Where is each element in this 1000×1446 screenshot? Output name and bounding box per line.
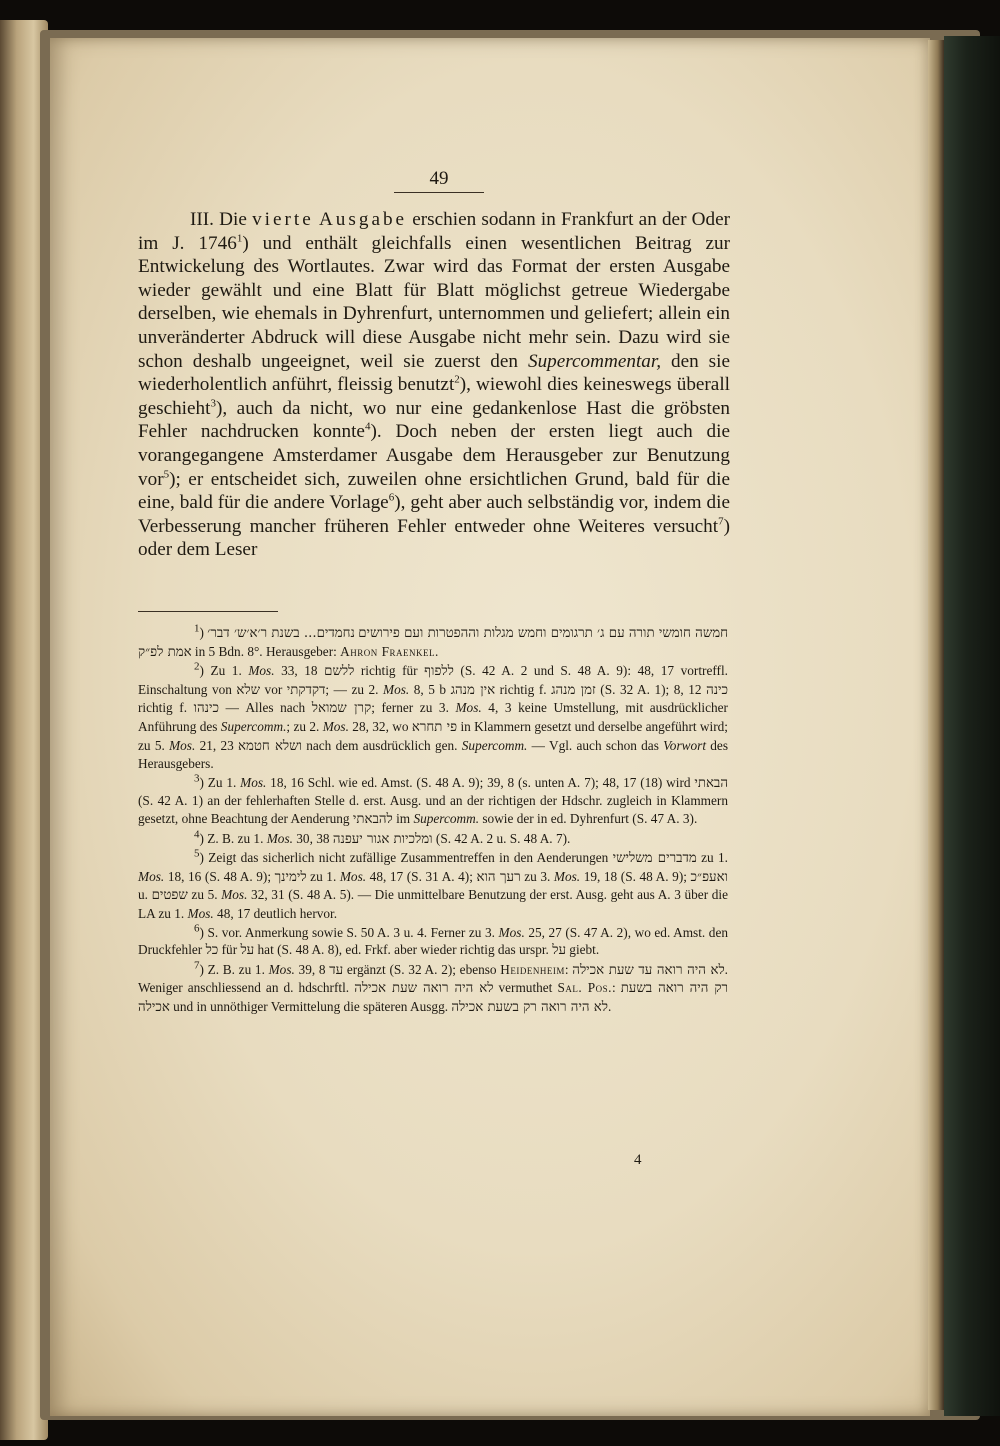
text-run: (S. 42 A. 2 u. S. 48 A. 7). bbox=[432, 830, 571, 846]
hebrew-text: רק היה רואה בשעת אכילה bbox=[138, 981, 728, 1015]
hebrew-text: ומלכיות אגור יעפנה bbox=[332, 831, 433, 847]
hebrew-text: רעך הוא bbox=[476, 869, 521, 885]
footnote-mark: 2 bbox=[194, 660, 200, 673]
text-run: nach dem ausdrücklich gen. bbox=[301, 737, 462, 753]
text-run: ) Zu 1. bbox=[199, 774, 241, 790]
italic-term: Supercomm. bbox=[220, 718, 287, 734]
footnotes bbox=[138, 624, 728, 1017]
text-run: u. bbox=[138, 887, 152, 903]
hebrew-text: שלא bbox=[236, 682, 261, 698]
page-number: 49 bbox=[429, 168, 449, 189]
text-run: im bbox=[392, 810, 414, 826]
text-run: . Weniger anschliessend an d. hdschrftl. bbox=[138, 961, 728, 996]
italic-term: Mos. bbox=[138, 868, 165, 884]
text-run: richtig für bbox=[354, 663, 425, 679]
hebrew-text: מדברים משלישי bbox=[612, 851, 697, 867]
footnote-mark: 7 bbox=[194, 959, 200, 972]
footnote-4 bbox=[138, 830, 728, 849]
hebrew-text: דקדקתי bbox=[286, 682, 326, 698]
text-run: 21, 23 bbox=[195, 737, 239, 753]
hebrew-text: הבאתי bbox=[694, 775, 728, 791]
text-run: 39, 8 bbox=[294, 961, 330, 977]
footnote-1: $^1$) חמשה חומשי תורה עם ג׳ תרגומים וחמש מגלות וההפטרות ועם פירושים נחמדים... בשנת ר׳א׳ש׳ דבר׳ אמת לפ״ק in 5 Bdn. 8°. Herausgeber: Ahron Fraenkel. bbox=[138, 622, 728, 660]
hebrew-text: נחמדים... בשנת ר׳א׳ש׳ דבר׳ אמת לפ״ק bbox=[138, 626, 355, 660]
italic-term: Mos. bbox=[553, 868, 581, 884]
hebrew-text: כל bbox=[205, 943, 219, 959]
hebrew-text: אין מנהג bbox=[450, 682, 496, 698]
text-run: ; — zu 2. bbox=[325, 681, 383, 697]
italic-term: Mos. bbox=[266, 830, 293, 846]
footnote-mark: 1 bbox=[194, 622, 200, 635]
hebrew-text: כינהו bbox=[193, 701, 219, 717]
footnote-mark: 6 bbox=[194, 922, 200, 935]
italic-term: Vorwort bbox=[663, 737, 707, 753]
main-paragraph bbox=[138, 208, 730, 562]
person-name: Heidenheim bbox=[500, 961, 565, 977]
text-run: zu 1. bbox=[306, 868, 340, 884]
header-rule bbox=[394, 192, 484, 193]
italic-term: Mos. bbox=[498, 924, 525, 940]
text-run: 4, 3 keine Umstellung, mit ausdrücklicher Anführung des bbox=[138, 700, 728, 734]
section-number: III. bbox=[190, 209, 214, 230]
text-run: 19, 18 (S. 48 A. 9); bbox=[580, 868, 691, 884]
signature-mark: 4 bbox=[634, 1152, 642, 1168]
text-run: ) Zeigt das sicherlich nicht zufällige Zusammentreffen in den Aenderungen bbox=[199, 850, 613, 866]
text-run: 48, 17 deutlich hervor. bbox=[213, 905, 338, 921]
hebrew-text: שפטים bbox=[151, 888, 188, 904]
hebrew-text: ללפוף bbox=[424, 664, 454, 680]
text-run: ; ferner zu 3. bbox=[371, 700, 456, 716]
footnote-ref: 7 bbox=[718, 515, 724, 528]
text-run: 25, 27 (S. 47 A. 2), wo ed. Amst. den Druckfehler bbox=[138, 924, 728, 958]
text-run: 28, 32, wo bbox=[348, 718, 412, 734]
text-run: (S. 42 A. 1) an der fehlerhaften Stelle d. erst. Ausg. und an der richtigen der Hdschr. zugleich in Klammern gesetzt, ohne Beachtung der Aenderung bbox=[138, 793, 728, 826]
text-run: in Klammern gesetzt und derselbe angeführt wird; zu 5. bbox=[138, 718, 728, 753]
text-run: erschien sodann in Frankfurt an der Oder im J. 1746 bbox=[138, 209, 731, 254]
italic-term: Supercommentar, bbox=[527, 350, 662, 372]
footnote-3 bbox=[138, 774, 728, 829]
text-run: . bbox=[608, 998, 612, 1014]
text-run: ), geht aber auch selbständig vor, indem die Verbesserung mancher früheren Fehler entweder ohne Weiteres versucht bbox=[138, 492, 730, 537]
text-run: vor bbox=[260, 681, 287, 697]
hebrew-text: עד bbox=[329, 962, 344, 978]
text-run: zu 5. bbox=[187, 887, 222, 903]
footnote-ref: 5 bbox=[163, 468, 170, 481]
italic-term: Supercomm. bbox=[461, 737, 528, 753]
text-run: ) S. vor. Anmerkung sowie S. 50 A. 3 u. 4. Ferner zu 3. bbox=[199, 924, 499, 940]
hebrew-text: לא היה רואה רק בשעת אכילה bbox=[451, 999, 609, 1015]
text-run: des Herausgebers. bbox=[138, 737, 729, 772]
text-run: hat (S. 48 A. 8), ed. Frkf. aber wieder richtig das urspr. bbox=[254, 942, 553, 958]
text-run: und in unnöthiger Vermittelung die späteren Ausgg. bbox=[169, 998, 452, 1014]
text-run: richtig f. bbox=[138, 700, 194, 716]
text-run: ; zu 2. bbox=[286, 718, 323, 734]
person-name: Sal. Pos. bbox=[557, 980, 612, 996]
footnote-mark: 3 bbox=[194, 772, 200, 785]
text-run: vermuthet bbox=[493, 980, 558, 996]
person-name: Ahron Fraenkel. bbox=[340, 643, 439, 659]
emphasis-spaced: Ausgabe bbox=[318, 209, 408, 230]
hebrew-text: חמשה חומשי תורה עם ג׳ תרגומים וחמש מגלות וההפטרות ועם פירושים bbox=[358, 626, 728, 641]
footnote-rule bbox=[138, 611, 278, 612]
text-run: für bbox=[218, 942, 241, 958]
footnote-ref: 4 bbox=[364, 420, 371, 433]
italic-term: Mos. bbox=[383, 681, 410, 697]
hebrew-text: זמן מנהג bbox=[551, 682, 596, 698]
footnote-mark: 5 bbox=[194, 847, 200, 860]
text-run: ) Z. B. zu 1. bbox=[199, 961, 269, 977]
hebrew-text: לא היה רואה עד שעת אכילה bbox=[572, 962, 725, 978]
text-run: den sie wiederholentlich anführt, fleissig benutzt bbox=[138, 350, 730, 396]
italic-term: Mos. bbox=[248, 663, 275, 679]
footnote-ref: 1 bbox=[236, 232, 243, 245]
hebrew-text: קרן שמואל bbox=[311, 701, 372, 717]
footnote-2 bbox=[138, 662, 728, 773]
hebrew-text: ללשם bbox=[324, 664, 355, 680]
italic-term: Mos. bbox=[455, 700, 482, 716]
text-run: ) Z. B. zu 1. bbox=[199, 830, 267, 846]
hebrew-text: לא היה רואה שעת אכילה bbox=[354, 981, 494, 997]
text-run: (S. 42 A. 2 und S. 48 A. 9): 48, 17 vortreffl. Einschaltung von bbox=[138, 663, 729, 697]
italic-term: Mos. bbox=[187, 905, 214, 921]
text-run: ), auch da nicht, wo nur eine gedankenlose Hast die gröbsten Fehler nachdrucken konnte bbox=[138, 397, 730, 443]
text-run: ); er entscheidet sich, zuweilen ohne ersichtlichen Grund, bald für die eine, bald für die andere Vorlage bbox=[138, 468, 730, 514]
text-run: 18, 16 Schl. wie ed. Amst. (S. 48 A. 9); 39, 8 (s. unten A. 7); 48, 17 (18) wird bbox=[266, 774, 695, 790]
text-run: ergänzt (S. 32 A. 2); ebenso bbox=[343, 961, 501, 977]
text-run: : bbox=[611, 980, 621, 996]
hebrew-text: כינה bbox=[706, 682, 729, 698]
text-run: 32, 31 (S. 48 A. 5). — Die unmittelbare Benutzung der erst. Ausg. geht aus A. 3 über die LA zu 1. bbox=[138, 887, 729, 921]
text-run: ), wiewohl dies keineswegs überall geschieht bbox=[138, 374, 730, 419]
text-run: 8, 5 b bbox=[409, 681, 451, 697]
italic-term: Mos. bbox=[339, 868, 367, 884]
text-run: sowie der in ed. Dyhrenfurt (S. 47 A. 3). bbox=[479, 810, 698, 826]
text-run: ) und enthält gleichfalls einen wesentlichen Beitrag zur Entwickelung des Wortlautes. Zwar wird das Format der ersten Ausgabe wieder gewählt und eine Blatt für Blatt möglichst getreue Wiedergabe derselben, wie ehemals in Dyhrenfurt, unternommen und geliefert; allein ein unveränderter Abdruck will diese Ausgabe nicht mehr sein. Dazu wird sie schon deshalb ungeeignet, weil sie zuerst den bbox=[138, 232, 730, 372]
text-run: (S. 32 A. 1); 8, 12 bbox=[595, 681, 707, 697]
italic-term: Mos. bbox=[221, 887, 248, 903]
text-run: Die bbox=[219, 209, 247, 230]
italic-term: Mos. bbox=[240, 774, 267, 790]
footnote-ref: 6 bbox=[388, 491, 395, 504]
text-run: giebt. bbox=[565, 942, 600, 958]
hebrew-text: פי תחרא bbox=[411, 719, 458, 735]
text-run: : bbox=[564, 961, 573, 977]
text-run: 33, 18 bbox=[274, 663, 325, 679]
right-page-edge bbox=[928, 40, 944, 1410]
hebrew-text: על bbox=[552, 943, 566, 959]
hebrew-text: על bbox=[240, 943, 255, 959]
text-run: richtig f. bbox=[495, 681, 552, 697]
italic-term: Supercomm. bbox=[413, 810, 480, 826]
book-cover-edge bbox=[944, 36, 1000, 1416]
text-run: — Vgl. auch schon das bbox=[527, 737, 664, 753]
text-run: zu 1. bbox=[696, 850, 729, 866]
body-text bbox=[138, 208, 730, 562]
footnote-ref: 2 bbox=[454, 373, 460, 386]
footnote-5 bbox=[138, 849, 728, 922]
italic-term: Mos. bbox=[169, 737, 196, 753]
text-run: zu 3. bbox=[520, 868, 554, 884]
italic-term: Mos. bbox=[322, 718, 349, 734]
footnote-6 bbox=[138, 924, 728, 960]
footnote-ref: 3 bbox=[210, 397, 216, 410]
text-run: 48, 17 (S. 31 A. 4); bbox=[366, 868, 477, 884]
text-run: ). Doch neben der ersten liegt auch die vorangegangene Amsterdamer Ausgabe dem Herausgeber zur Benutzung vor bbox=[138, 421, 730, 490]
text-run: ) Zu 1. bbox=[199, 663, 249, 679]
footnote-7 bbox=[138, 961, 728, 1017]
text-run: in 5 Bdn. 8°. Herausgeber: bbox=[191, 643, 341, 659]
text-run: 30, 38 bbox=[292, 830, 333, 846]
hebrew-text: ואעפ״כ bbox=[690, 869, 728, 885]
text-run: 18, 16 (S. 48 A. 9); bbox=[164, 868, 275, 884]
hebrew-text: להבאתי bbox=[352, 811, 393, 827]
footnote-mark: 4 bbox=[194, 828, 200, 841]
italic-term: Mos. bbox=[268, 961, 295, 977]
hebrew-text: ושלא חטמא bbox=[238, 738, 302, 754]
hebrew-text: לימינך bbox=[274, 869, 307, 885]
text-run: ) oder dem Leser bbox=[138, 515, 730, 561]
emphasis-spaced: vierte bbox=[252, 209, 314, 230]
text-run: — Alles nach bbox=[219, 700, 312, 716]
